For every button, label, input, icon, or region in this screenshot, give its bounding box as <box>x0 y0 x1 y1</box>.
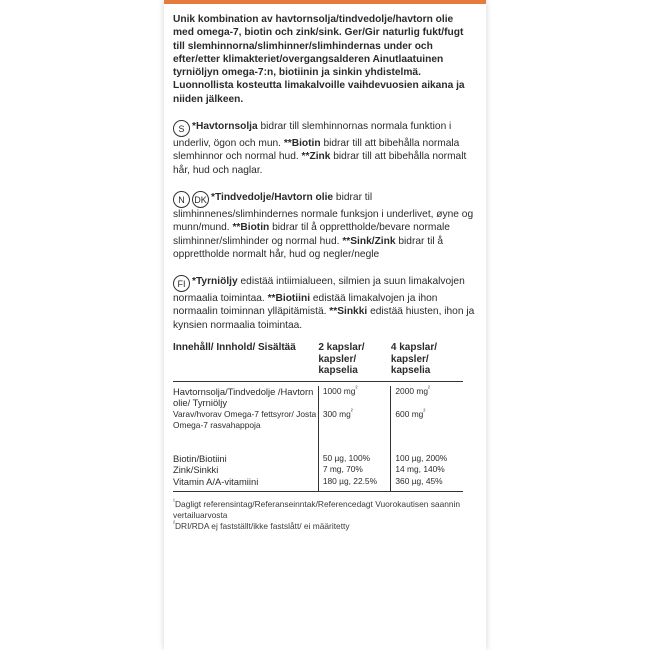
nodk-heading-3: **Sink/Zink <box>342 235 396 247</box>
footnote-mark: ² <box>427 385 430 392</box>
col-header-content: Innehåll/ Innhold/ Sisältää <box>173 342 296 354</box>
footnotes <box>173 499 476 533</box>
footnote-2 <box>173 521 476 532</box>
section-finnish <box>173 275 476 332</box>
badge-n: N <box>173 191 190 208</box>
col-header-4-capsules: 4 kapslar/ kapsler/ kapselia <box>390 342 438 377</box>
fi-heading-2: **Biotiini <box>267 293 311 305</box>
table-header-row <box>173 342 463 381</box>
se-heading-2: **Biotin <box>283 138 321 150</box>
se-text-2: bidrar till att bibehålla normala slemhinnor och normal hud. <box>173 138 460 163</box>
fi-heading-3: **Sinkki <box>329 306 368 318</box>
intro-text: Unik kombination av havtornsolja/tindvedolje/havtorn olie med omega-7, biotin och zink/sink. Ger/Gir naturlig fukt/fugt till slemhinnorna/slimhinner/slimhindernas under och efter/etter klimakteriet/overgangsalderen Ainutlaatuinen tyrniöljyn omega-7:n, biotiinin ja sinkin yhdistelmä. Luonnollista kosteutta limakalvoille vaihdevuosien aikana ja niiden jälkeen. <box>173 14 465 105</box>
nodk-text-3: bidrar til å opprettholde normalt hår, hud og negler/negle <box>173 235 444 260</box>
footnote-mark: ² <box>355 385 358 392</box>
label-panel <box>164 0 486 650</box>
row-value-2: 7 mg, 70% <box>318 464 391 476</box>
fi-text-1: edistää intiimialueen, silmien ja suun limakalvojen normaalia toimintaa. <box>173 276 465 305</box>
row-value-4: 360 µg, 45% <box>391 476 463 488</box>
row-name: Havtornsolja/Tindvedolje /Havtorn olie/ Tyrniöljy <box>173 385 314 409</box>
table-row <box>173 409 463 432</box>
section-swedish <box>173 120 476 177</box>
fi-text-2: edistää limakalvojen ja ihon normaalin toiminnan ylläpitämistä. <box>173 293 438 318</box>
row-value-4 <box>391 409 463 432</box>
table-row <box>173 386 463 409</box>
value-text: 2000 mg <box>395 385 428 396</box>
nodk-heading-1: *Tindvedolje/Havtorn olie <box>211 191 334 203</box>
row-name: Vitamin A/A-vitamiini <box>173 475 259 487</box>
badge-fi: FI <box>173 275 190 292</box>
footnote-mark: ² <box>423 408 426 415</box>
row-value-4 <box>391 386 463 409</box>
row-name: Biotin/Biotiini <box>173 452 227 464</box>
footnote-1 <box>173 499 476 521</box>
footnote-mark: ² <box>350 408 353 415</box>
footnote-mark: ² <box>173 521 175 528</box>
row-value-2 <box>318 409 391 432</box>
nutrition-table <box>173 342 463 492</box>
value-text: 600 mg <box>395 408 424 419</box>
nodk-heading-2: **Biotin <box>232 222 270 234</box>
row-value-2: 180 µg, 22.5% <box>318 476 391 488</box>
se-heading-3: **Zink <box>301 151 331 163</box>
nodk-text-1: bidrar til slimhinnenes/slimhindernes normale funksjon i underlivet, øyne og munn/mund. <box>173 191 474 234</box>
se-text-3: bidrar till att bibehålla normalt hår, hud och naglar. <box>173 151 467 176</box>
footnote-text: DRI/RDA ej fastställt/ikke fastslått/ ei määritetty <box>175 521 350 532</box>
value-text: 1000 mg <box>322 385 356 396</box>
row-value-4: 14 mg, 140% <box>391 464 463 476</box>
table-row <box>173 453 463 465</box>
row-name: Zink/Sinkki <box>173 464 219 476</box>
se-text-1: bidrar till slemhinnornas normala funktion i underliv, ögon och mun. <box>173 121 452 150</box>
label-content <box>173 13 476 533</box>
row-value-4: 100 µg, 200% <box>391 453 463 465</box>
fi-text-3: edistää hiusten, ihon ja kynsien normaalia toimintaa. <box>173 306 475 331</box>
badge-s: S <box>173 120 190 137</box>
table-row <box>173 476 463 488</box>
fi-heading-1: *Tyrniöljy <box>192 276 238 288</box>
badge-dk: DK <box>192 191 209 208</box>
row-value-2: 50 µg, 100% <box>318 453 391 465</box>
section-norwegian-danish <box>173 191 476 261</box>
table-row <box>173 464 463 476</box>
footnote-mark: ¹ <box>173 499 175 506</box>
row-name: Varav/hvorav Omega-7 fettsyror/ Josta Omega-7 rasvahappoja <box>173 408 317 431</box>
se-heading-1: *Havtornsolja <box>192 121 258 133</box>
nodk-text-2: bidrar til å opprettholde/bevare normale slimhinner/slimhinder og normal hud. <box>173 222 450 247</box>
footnote-text: Dagligt referensintag/Referanseinntak/Referencedagt Vuorokautisen saannin vertailuarvosta <box>173 499 461 521</box>
col-header-2-capsules: 2 kapslar/ kapsler/ kapselia <box>318 342 365 377</box>
value-text: 300 mg <box>322 408 351 419</box>
row-value-2 <box>318 386 391 409</box>
